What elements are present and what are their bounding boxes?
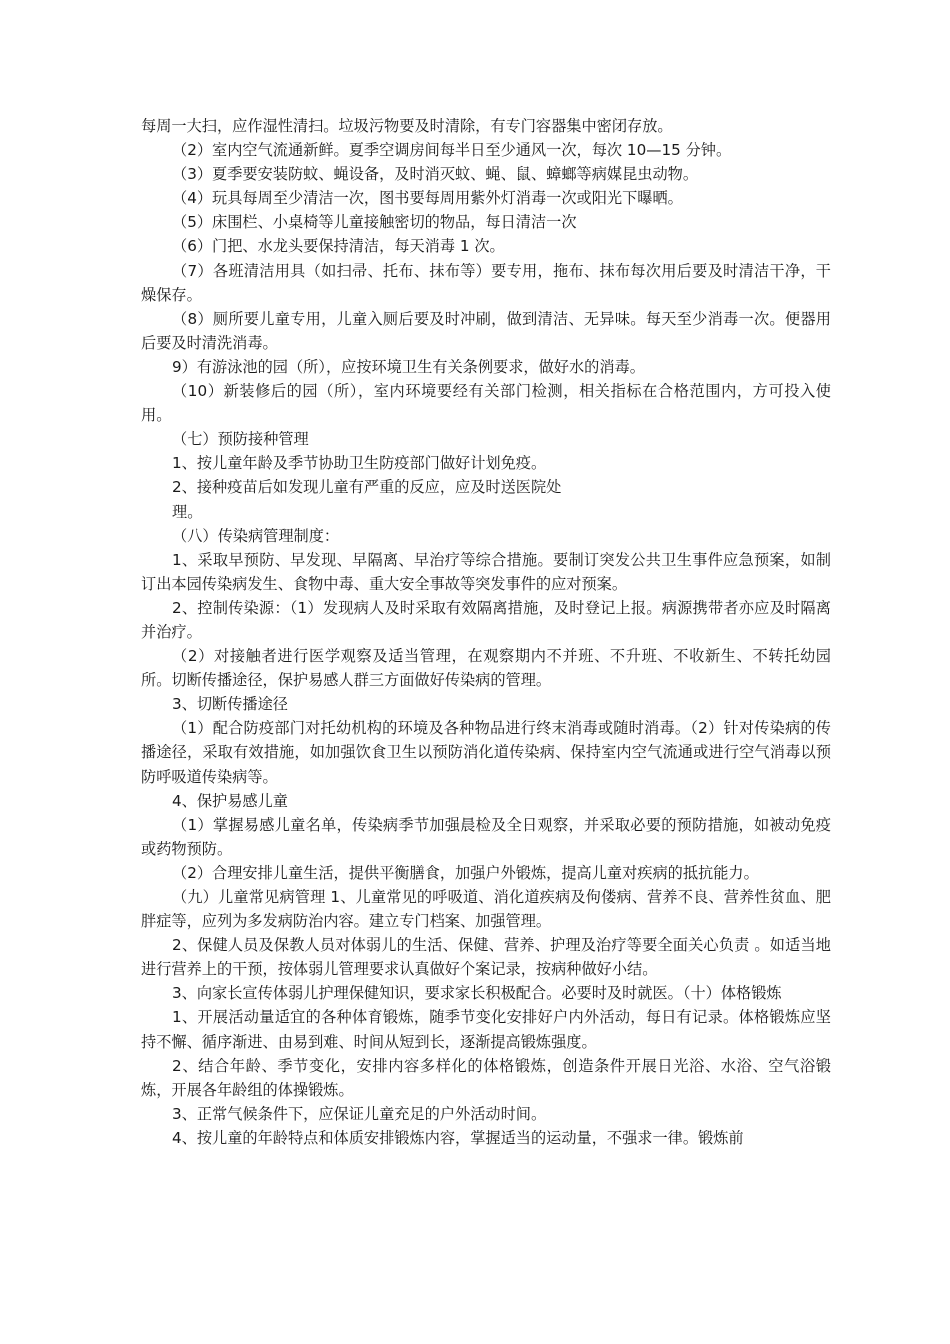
paragraph: （2）对接触者进行医学观察及适当管理，在观察期内不并班、不升班、不收新生、不转托幼园所。切断传播途径，保护易感人群三方面做好传染病的管理。 [141, 647, 831, 690]
paragraph: 9）有游泳池的园（所），应按环境卫生有关条例要求，做好水的消毒。 [172, 357, 645, 376]
paragraph: 3、切断传播途径 [172, 695, 288, 714]
paragraph: 2、结合年龄、季节变化，安排内容多样化的体格锻炼，创造条件开展日光浴、水浴、空气浴锻炼，开展各年龄组的体操锻炼。 [141, 1056, 831, 1099]
paragraph: （2）室内空气流通新鲜。夏季空调房间每半日至少通风一次，每次 10—15 分钟。 [172, 141, 732, 160]
paragraph: （九）儿童常见病管理 1、儿童常见的呼吸道、消化道疾病及佝偻病、营养不良、营养性贫血、肥胖症等，应列为多发病防治内容。建立专门档案、加强管理。 [141, 888, 831, 931]
paragraph: 2、保健人员及保教人员对体弱儿的生活、保健、营养、护理及治疗等要全面关心负责 。如适当地进行营养上的干预，按体弱儿管理要求认真做好个案记录，按病种做好小结。 [141, 936, 831, 979]
paragraph: （4）玩具每周至少清洁一次，图书要每周用紫外灯消毒一次或阳光下曝晒。 [172, 189, 683, 208]
paragraph: （2）合理安排儿童生活，提供平衡膳食，加强户外锻炼，提高儿童对疾病的抵抗能力。 [172, 863, 759, 882]
paragraph: 1、采取早预防、早发现、早隔离、早治疗等综合措施。要制订突发公共卫生事件应急预案，如制订出本园传染病发生、食物中毒、重大安全事故等突发事件的应对预案。 [141, 550, 831, 593]
paragraph: （5）床围栏、小桌椅等儿童接触密切的物品，每日清洁一次 [172, 213, 577, 232]
paragraph: 3、向家长宣传体弱儿护理保健知识，要求家长积极配合。必要时及时就医。（十）体格锻炼 [172, 984, 782, 1003]
paragraph: 2、接种疫苗后如发现儿童有严重的反应，应及时送医院处 [172, 478, 562, 497]
paragraph: 3、正常气候条件下，应保证儿童充足的户外活动时间。 [172, 1104, 547, 1123]
paragraph: （3）夏季要安装防蚊、蝇设备，及时消灭蚊、蝇、鼠、蟑螂等病媒昆虫动物。 [172, 165, 699, 184]
paragraph: 4、按儿童的年龄特点和体质安排锻炼内容，掌握适当的运动量，不强求一律。锻炼前 [172, 1128, 744, 1147]
paragraph: （7）各班清洁用具（如扫帚、托布、抹布等）要专用，拖布、抹布每次用后要及时清洁干净，干燥保存。 [141, 261, 831, 304]
paragraph: 2、控制传染源：（1）发现病人及时采取有效隔离措施，及时登记上报。病源携带者亦应及时隔离并治疗。 [141, 598, 831, 641]
paragraph: （七）预防接种管理 [172, 430, 309, 449]
paragraph: 每周一大扫，应作湿性清扫。垃圾污物要及时清除，有专门容器集中密闭存放。 [141, 117, 673, 135]
paragraph: 理。 [172, 502, 203, 521]
paragraph: （6）门把、水龙头要保持清洁，每天消毒 1 次。 [172, 237, 505, 256]
paragraph: （8）厕所要儿童专用，儿童入厕后要及时冲刷，做到清洁、无异味。每天至少消毒一次。便器用后要及时清洗消毒。 [141, 309, 831, 352]
paragraph: （1）配合防疫部门对托幼机构的环境及各种物品进行终末消毒或随时消毒。（2）针对传染病的传播途径，采取有效措施，如加强饮食卫生以预防消化道传染病、保持室内空气流通或进行空气消毒以预防呼吸道传染病等。 [141, 719, 831, 786]
paragraph: （10）新装修后的园（所），室内环境要经有关部门检测，相关指标在合格范围内，方可投入使用。 [141, 382, 831, 425]
paragraph: 4、保护易感儿童 [172, 791, 288, 810]
paragraph: （八）传染病管理制度： [172, 526, 340, 545]
paragraph: 1、按儿童年龄及季节协助卫生防疫部门做好计划免疫。 [172, 454, 547, 473]
paragraph: 1、开展活动量适宜的各种体育锻炼，随季节变化安排好户内外活动，每日有记录。体格锻炼应坚持不懈、循序渐进、由易到难、时间从短到长，逐渐提高锻炼强度。 [141, 1008, 831, 1051]
document-body [141, 114, 831, 1150]
paragraph: （1）掌握易感儿童名单，传染病季节加强晨检及全日观察，并采取必要的预防措施，如被动免疫或药物预防。 [141, 815, 831, 858]
